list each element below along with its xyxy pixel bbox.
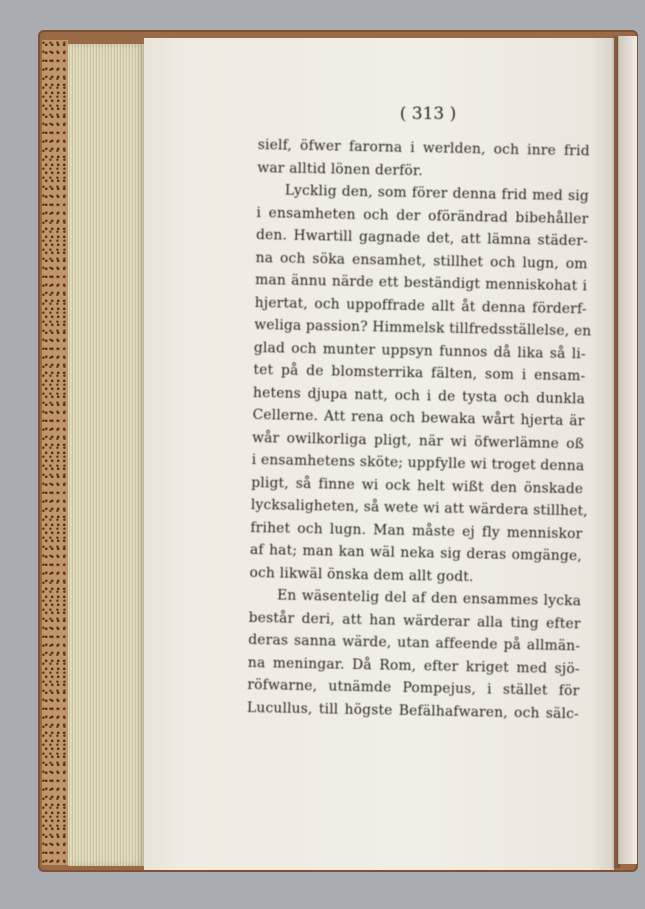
text-line: Lucullus, till högste Befälhafwaren, och sälc- [246,699,580,722]
text-line: består deri, att han wärderar alla ting efter [248,609,581,632]
text-line: glad och munter uppsyn funnos då lika så li- [253,339,586,362]
text-line: pligt, så finne wi ock helt wißt den önskade [251,474,584,497]
text-line: na meningar. Då Rom, efter kriget med sjö- [247,654,580,677]
marbled-board [42,40,68,865]
text-line: Cellerne. Att rena och bewaka wårt hjerta är [252,406,585,430]
facing-page-edge [618,36,637,864]
text-line: i ensamheten och der oförändrad bibehåller [256,204,589,227]
text-line: tet på de blomsterrika fälten, som i ensam- [253,361,586,385]
text-line: deras sanna wärde, utan affeende på allmän- [248,631,581,655]
text-line: hjertat, och uppoffrade allt åt denna förderf- [254,294,587,317]
text-line: weliga passion? Himmelsk tillfredsställelse, en [254,316,592,340]
text-line: lycksaligheten, så wete wi att wärdera stillhet, [250,496,589,520]
text-line: hetens djupa natt, och i de tysta och dunkla [252,384,586,407]
text-line: na och söka ensamhet, stillhet och lugn, om [255,249,588,272]
text-line: af hat; man kan wäl neka sig deras omgänge, [249,541,583,565]
text-line: wår owilkorliga pligt, när wi öfwerlämne oß [252,429,585,452]
text-line: röfwarne, utnämde Pompejus, i stället för [247,676,580,700]
text-line: och likwäl önska dem allt godt. [249,564,474,585]
text-line: Lycklig den, som förer denna frid med sig [284,182,590,205]
page-text [247,134,590,725]
text-line: den. Hwartill gagnade det, att lämna städer- [255,226,589,250]
page-number: ( 313 ) [399,104,457,124]
text-line: man ännu närde ett beständigt menniskohat i [255,271,588,295]
text-line: sielf, öfwer farorna i werlden, och inre frid [257,136,590,160]
page-edges [68,44,144,866]
text-line: war alltid lönen derför. [257,159,424,179]
text-line: frihet och lugn. Man måste ej fly menniskor [250,519,583,542]
text-line: En wäsentelig del af den ensammes lycka [276,587,582,610]
text-line: i ensamhetens sköte; uppfylle wi troget denna [251,451,585,475]
